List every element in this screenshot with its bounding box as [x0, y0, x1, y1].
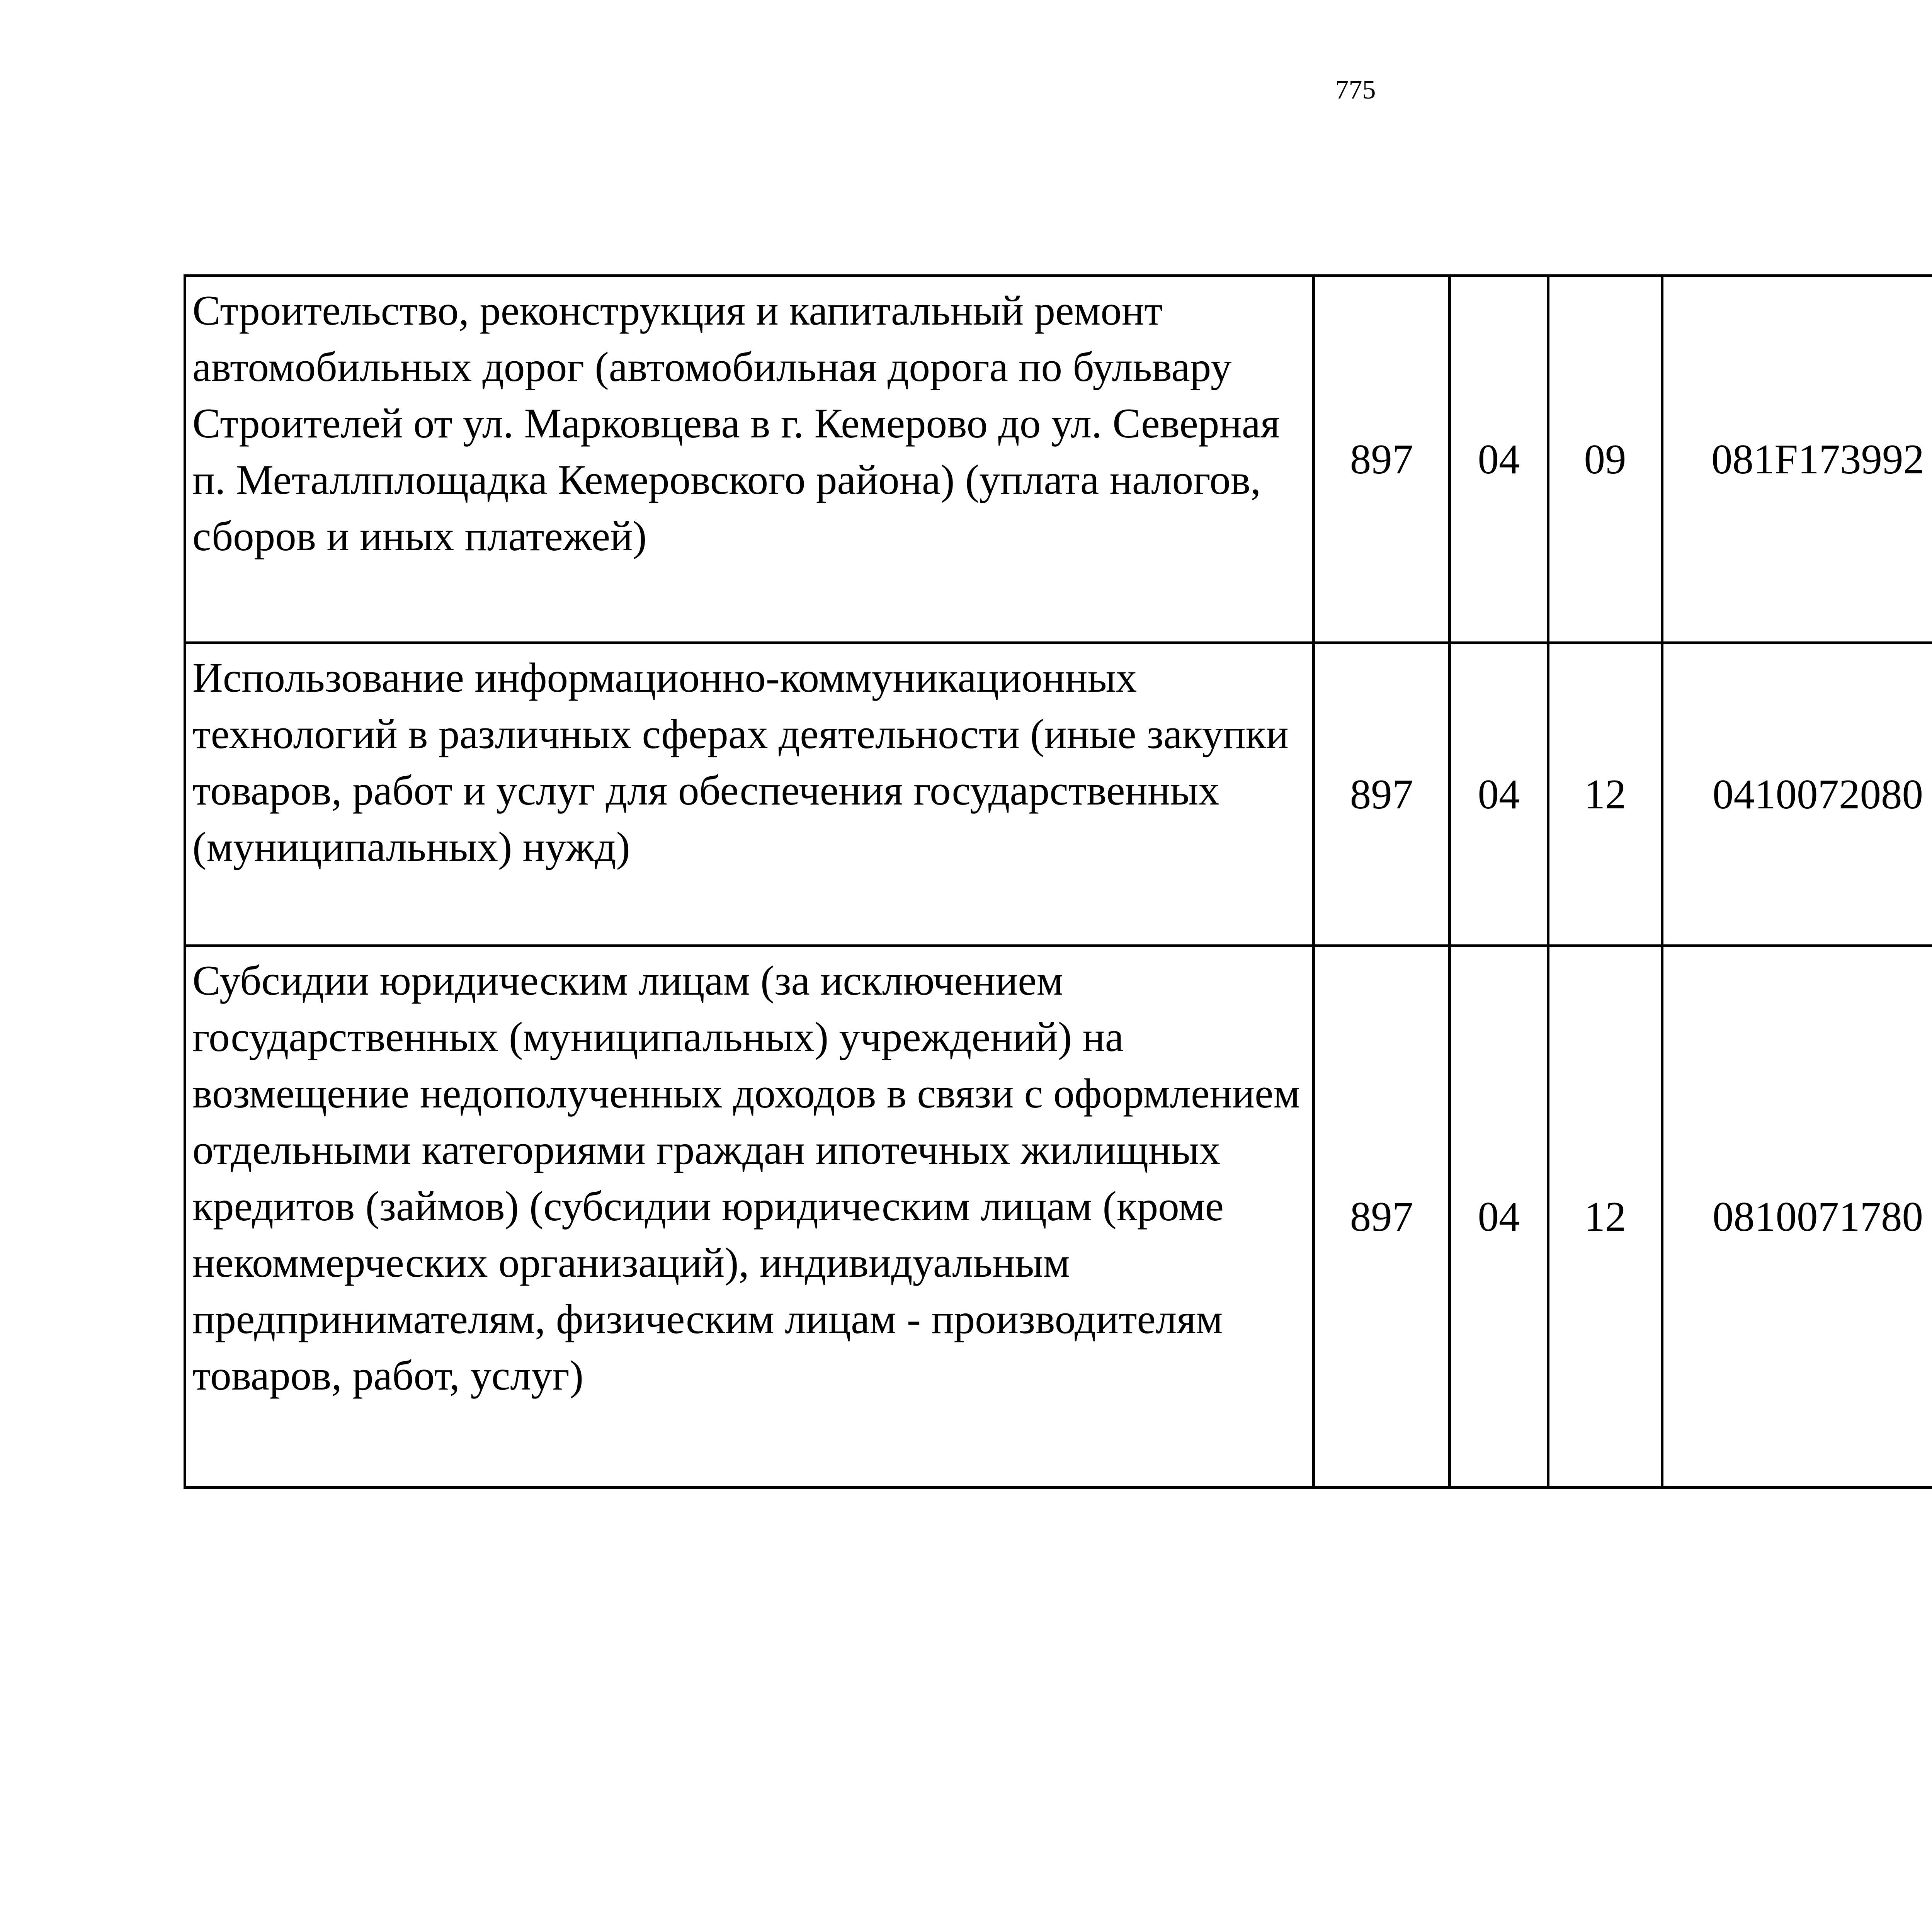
ministry-code: 897: [1314, 276, 1450, 643]
table-row: [185, 946, 1932, 1488]
subsection-code: 12: [1548, 946, 1662, 1488]
section-code: 04: [1450, 946, 1548, 1488]
expense-description: Строительство, реконструкция и капитальный ремонт автомобильных дорог (автомобильная дорога по бульвару Строителей от ул. Марковцева в г. Кемерово до ул. Северная п. Металлплощадка Кемеровского района) (уплата налогов, сборов и иных платежей): [185, 276, 1314, 643]
section-code: 04: [1450, 643, 1548, 946]
target-article-code: 0810071780: [1662, 946, 1932, 1488]
table-row: [185, 276, 1932, 643]
target-article-code: 0410072080: [1662, 643, 1932, 946]
ministry-code: 897: [1314, 643, 1450, 946]
expense-description: Использование информационно-коммуникационных технологий в различных сферах деятельности (иные закупки товаров, работ и услуг для обеспечения государственных (муниципальных) нужд): [185, 643, 1314, 946]
target-article-code: 081F173992: [1662, 276, 1932, 643]
budget-table: [184, 274, 1932, 1489]
subsection-code: 09: [1548, 276, 1662, 643]
subsection-code: 12: [1548, 643, 1662, 946]
page-number: 775: [1335, 75, 1376, 105]
section-code: 04: [1450, 276, 1548, 643]
table-row: [185, 643, 1932, 946]
expense-description: Субсидии юридическим лицам (за исключением государственных (муниципальных) учреждений) на возмещение недополученных доходов в связи с оформлением отдельными категориями граждан ипотечных жилищных кредитов (займов) (субсидии юридическим лицам (кроме некоммерческих организаций), индивидуальным предпринимателям, физическим лицам - производителям товаров, работ, услуг): [185, 946, 1314, 1488]
ministry-code: 897: [1314, 946, 1450, 1488]
